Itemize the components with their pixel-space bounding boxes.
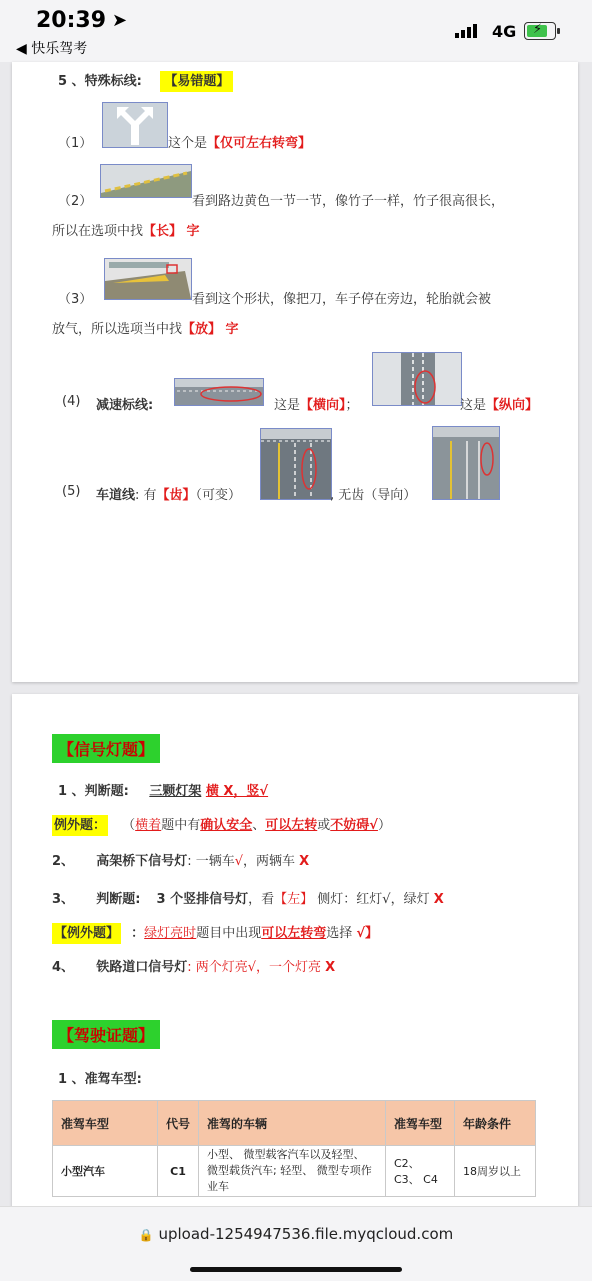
table-header: 准驾车型 xyxy=(53,1101,158,1146)
exception-1: 例外题： （横着题中有确认安全、可以左转或不妨碍√） xyxy=(52,814,391,833)
question-3: 3、 判断题: 3 个竖排信号灯，看【左】 侧灯：红灯√，绿灯 X xyxy=(52,892,444,907)
location-arrow-icon: ➤ xyxy=(112,10,128,31)
heading-tag: 【易错题】 xyxy=(160,71,233,92)
heading-text: 5 、特殊标线: xyxy=(58,74,142,89)
table-row xyxy=(53,1146,536,1197)
item-2-text-line2: 所以在选项中找【长】 字 xyxy=(52,224,200,239)
section-heading xyxy=(58,70,233,89)
item-4-text-a: 这是【横向】； xyxy=(274,398,359,413)
url-text: upload-1254947536.file.myqcloud.com xyxy=(158,1225,454,1243)
back-to-app-link[interactable]: ◀ 快乐驾考 xyxy=(16,41,88,57)
exception-2: 【例外题】 ：绿灯亮时题目中出现可以左转弯选择 √】 xyxy=(52,922,378,941)
item-3-text-line2: 放气，所以选项当中找【放】 字 xyxy=(52,322,239,337)
document-page-2 xyxy=(12,694,578,1214)
status-bar xyxy=(0,0,592,62)
roadside-yellow-marking-image xyxy=(100,164,192,198)
table-header: 准驾车型 xyxy=(386,1101,455,1146)
section-title-signal-lights: 【信号灯题】 xyxy=(52,734,160,763)
table-cell: 小型、 微型载客汽车以及轻型、 微型载货汽车; 轻型、 微型专项作业车 xyxy=(199,1146,386,1197)
table-cell: 小型汽车 xyxy=(53,1146,158,1197)
toothless-lane-line-image xyxy=(432,426,500,500)
item-number: (4) xyxy=(62,394,81,409)
item-number: （2） xyxy=(58,194,93,209)
table-header: 准驾的车辆 xyxy=(199,1101,386,1146)
item-3-text: 看到这个形状，像把刀，车子停在旁边，轮胎就会被 xyxy=(192,292,492,307)
question-2: 2、 高架桥下信号灯: 一辆车√，两辆车 X xyxy=(52,854,310,869)
item-4-text-b: 这是【纵向】 xyxy=(460,398,539,413)
battery-icon: ⚡ xyxy=(524,22,556,40)
section-title-driving-license: 【驾驶证题】 xyxy=(52,1020,160,1049)
item-4-label: 减速标线: xyxy=(96,398,154,413)
table-header: 代号 xyxy=(158,1101,199,1146)
url-display[interactable] xyxy=(0,1225,592,1243)
horizontal-deceleration-marking-image xyxy=(174,378,264,406)
longitudinal-deceleration-marking-image xyxy=(372,352,462,406)
item-5-text-a: 车道线: 有【齿】（可变） xyxy=(96,488,242,503)
item-number: （3） xyxy=(58,292,93,307)
knife-shaped-marking-image xyxy=(104,258,192,300)
network-type: 4G xyxy=(492,22,517,41)
item-1-text: 这个是【仅可左右转弯】 xyxy=(168,136,312,151)
license-types-heading: 1 、准驾车型: xyxy=(58,1072,142,1087)
table-cell: C2、 C3、 C4 xyxy=(386,1146,455,1197)
license-table xyxy=(52,1100,536,1197)
item-number: （1） xyxy=(58,136,93,151)
browser-address-bar[interactable] xyxy=(0,1206,592,1281)
document-page-1 xyxy=(12,62,578,682)
home-indicator[interactable] xyxy=(190,1267,402,1272)
cellular-signal-icon xyxy=(455,24,481,38)
item-2-text: 看到路边黄色一节一节，像竹子一样，竹子很高很长， xyxy=(192,194,505,209)
table-header: 年龄条件 xyxy=(455,1101,536,1146)
item-number: (5) xyxy=(62,484,81,499)
table-cell: 18周岁以上 xyxy=(455,1146,536,1197)
toothed-lane-line-image xyxy=(260,428,332,500)
question-1: 1 、判断题: 三颗灯架 横 X，竖√ xyxy=(58,784,269,799)
table-header-row xyxy=(53,1101,536,1146)
question-4: 4、 铁路道口信号灯: 两个灯亮√，一个灯亮 X xyxy=(52,960,336,975)
turn-arrow-image xyxy=(102,102,168,148)
item-5-text-b: , 无齿（导向） xyxy=(330,488,417,503)
lock-icon: 🔒 xyxy=(138,1228,154,1242)
clock: 20:39 xyxy=(36,8,107,33)
table-cell: C1 xyxy=(158,1146,199,1197)
